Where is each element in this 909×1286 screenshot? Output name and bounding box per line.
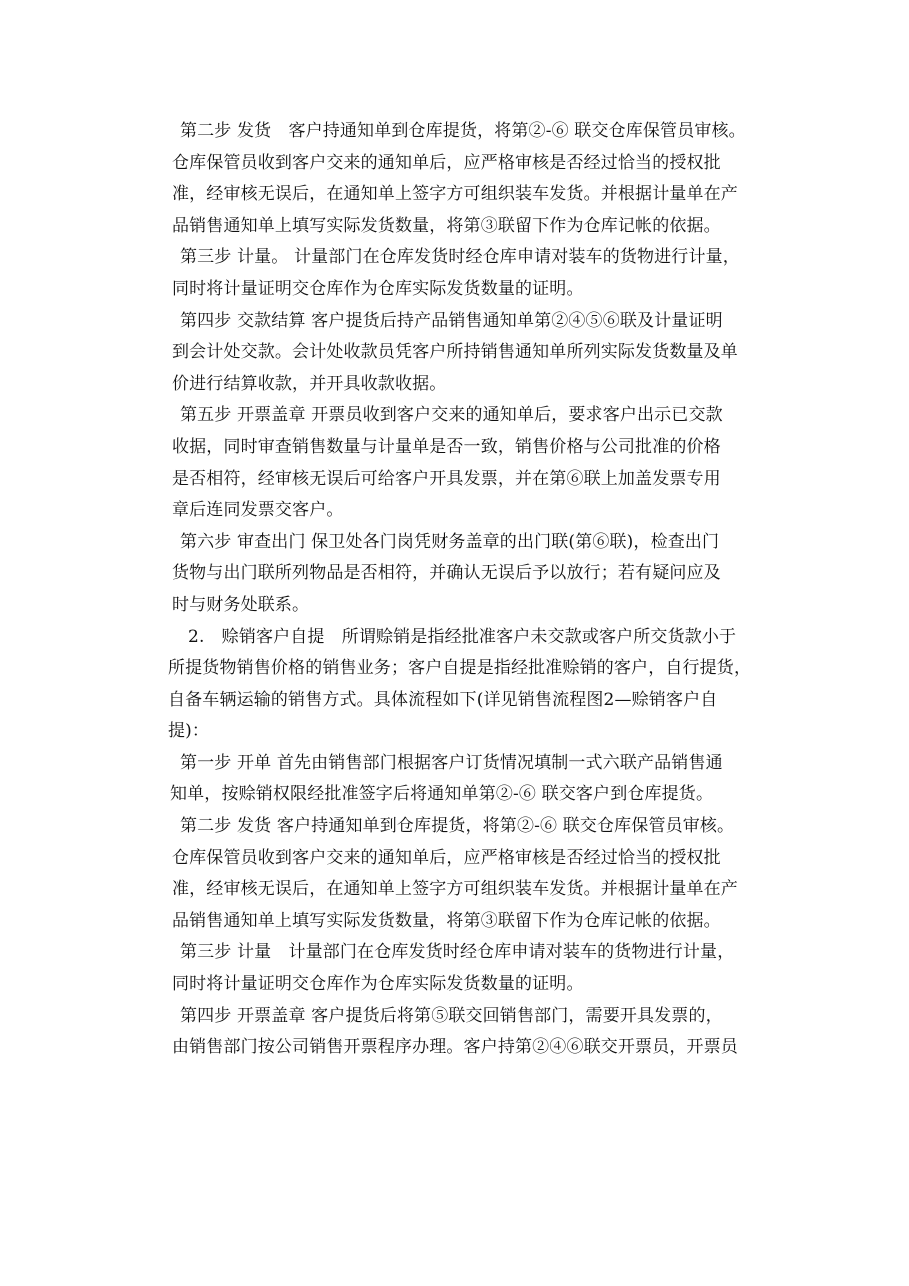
text-line: 到会计处交款。会计处收款员凭客户所持销售通知单所列实际发货数量及单 <box>172 342 738 363</box>
text-line: 价进行结算收款，并开具收款收据。 <box>172 373 447 394</box>
text-line: 章后连同发票交客户。 <box>172 500 344 521</box>
text-line: 第二步 发货 客户持通知单到仓库提货，将第②-⑥ 联交仓库保管员审核。 <box>180 816 735 837</box>
text-line: 准，经审核无误后，在通知单上签字方可组织装车发货。并根据计量单在产 <box>172 184 738 205</box>
text-line: 是否相符，经审核无误后可给客户开具发票，并在第⑥联上加盖发票专用 <box>172 468 721 489</box>
text-line: 第三步 计量。 计量部门在仓库发货时经仓库申请对装车的货物进行计量， <box>180 247 740 268</box>
text-line: 准，经审核无误后，在通知单上签字方可组织装车发货。并根据计量单在产 <box>172 879 738 900</box>
text-line: 第四步 交款结算 客户提货后持产品销售通知单第②④⑤⑥联及计量证明 <box>180 310 723 331</box>
text-line: 时与财务处联系。 <box>172 594 310 615</box>
text-line: 收据，同时审查销售数量与计量单是否一致，销售价格与公司批准的价格 <box>172 436 721 457</box>
text-line: 第一步 开单 首先由销售部门根据客户订货情况填制一式六联产品销售通 <box>180 752 723 773</box>
document-body <box>168 116 788 1064</box>
text-line: 货物与出门联所列物品是否相符，并确认无误后予以放行；若有疑问应及 <box>172 563 721 584</box>
text-line: 仓库保管员收到客户交来的通知单后，应严格审核是否经过恰当的授权批 <box>172 847 721 868</box>
text-line: 同时将计量证明交仓库作为仓库实际发货数量的证明。 <box>172 278 584 299</box>
text-line: 第二步 发货 客户持通知单到仓库提货，将第②-⑥ 联交仓库保管员审核。 <box>180 121 746 141</box>
text-line: 第五步 开票盖章 开票员收到客户交来的通知单后，要求客户出示已交款 <box>180 405 723 426</box>
text-line: 第六步 审查出门 保卫处各门岗凭财务盖章的出门联(第⑥联)，检查出门 <box>180 531 720 552</box>
text-line: 知单，按赊销权限经批准签字后将通知单第②-⑥ 联交客户到仓库提货。 <box>170 784 714 805</box>
text-line: 提)： <box>168 721 210 742</box>
text-line: 由销售部门按公司销售开票程序办理。客户持第②④⑥联交开票员，开票员 <box>172 1037 738 1058</box>
text-line: 仓库保管员收到客户交来的通知单后，应严格审核是否经过恰当的授权批 <box>172 152 721 173</box>
text-line: 所提货物销售价格的销售业务；客户自提是指经批准赊销的客户，自行提货， <box>168 658 752 679</box>
text-line: 自备车辆运输的销售方式。具体流程如下(详见销售流程图2—赊销客户自 <box>168 689 718 710</box>
section-heading-line: 2. 赊销客户自提 所谓赊销是指经批准客户未交款或客户所交货款小于 <box>188 626 737 647</box>
text-line: 同时将计量证明交仓库作为仓库实际发货数量的证明。 <box>172 974 584 995</box>
text-line: 品销售通知单上填写实际发货数量，将第③联留下作为仓库记帐的依据。 <box>172 215 721 236</box>
text-line: 第四步 开票盖章 客户提货后将第⑤联交回销售部门，需要开具发票的， <box>180 1005 723 1026</box>
text-line: 第三步 计量 计量部门在仓库发货时经仓库申请对装车的货物进行计量， <box>180 942 735 963</box>
text-line: 品销售通知单上填写实际发货数量，将第③联留下作为仓库记帐的依据。 <box>172 910 721 931</box>
